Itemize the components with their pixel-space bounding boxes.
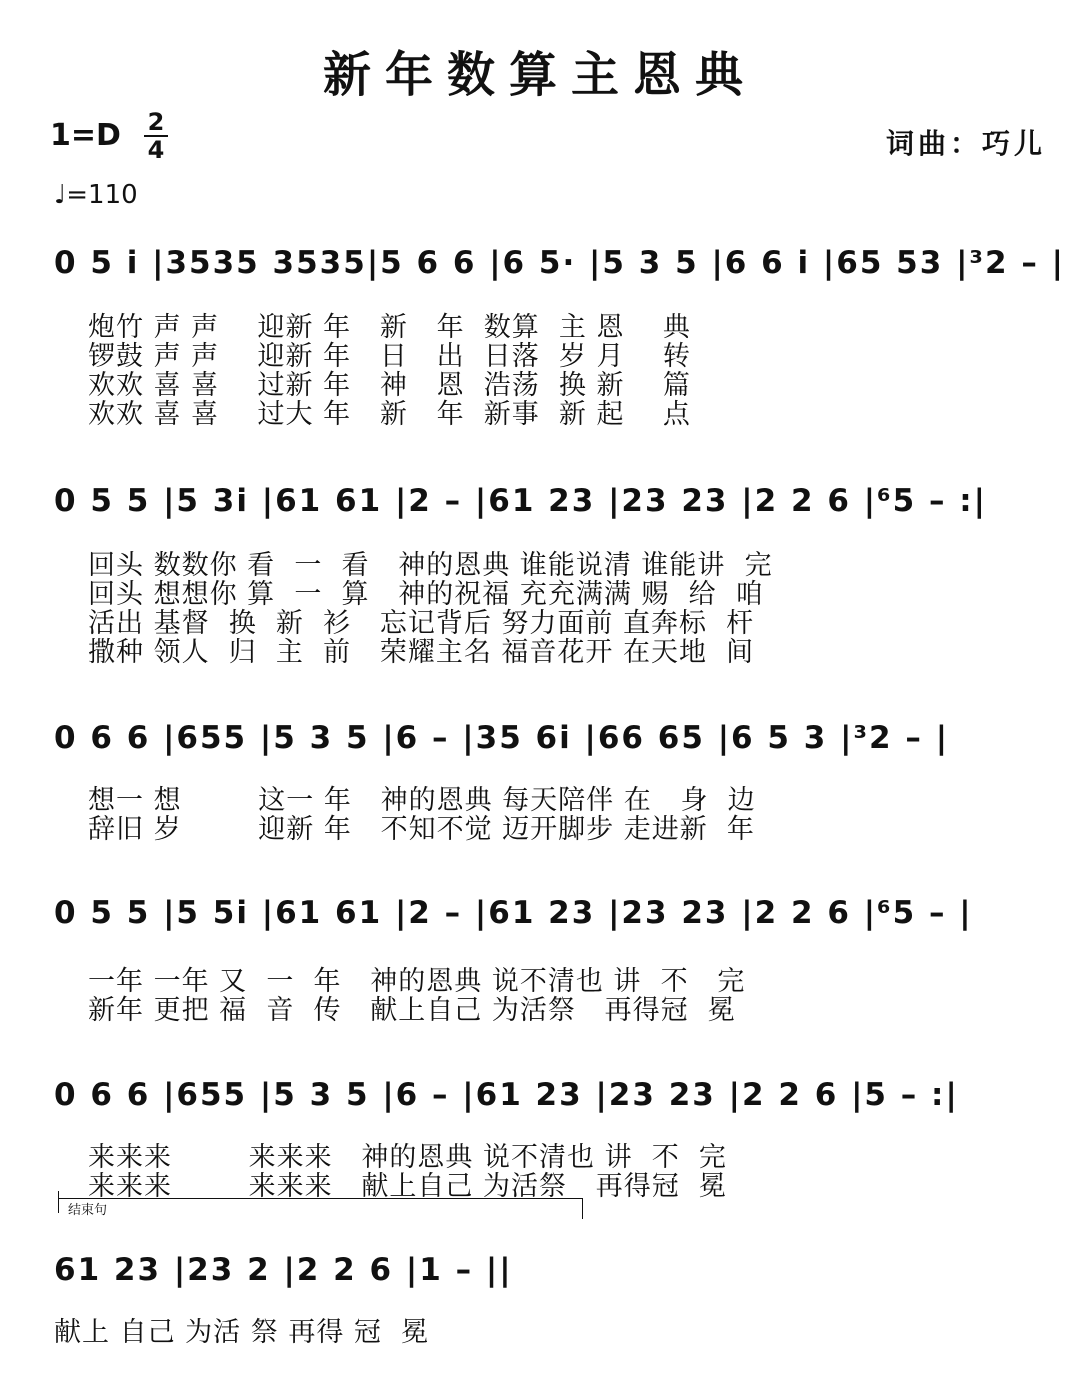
- lyric-verse-2: 新年 更把 福 音 传 献上自己 为活祭 再得冠 冕: [88, 995, 736, 1026]
- lyricist-composer-credit: 词曲：巧儿: [885, 127, 1046, 160]
- meter-bottom: 4: [147, 136, 165, 164]
- notation-line: 0 5 5 |5 3i |61 61 |2 – |61 23 |23 23 |2 2 6 |⁶5 – :|: [54, 483, 987, 519]
- lyric-verse-2: 来来来 来来来 献上自己 为活祭 再得冠 冕: [88, 1171, 727, 1202]
- lyric-verse-1: 回头 数数你 看 一 看 神的恩典 谁能说清 谁能讲 完: [88, 550, 773, 581]
- notation-line: 0 5 i |3535 3535|5 6 6 |6 5· |5 3 5 |6 6 i |65 53 |³2 – |: [54, 245, 1065, 281]
- lyric-verse-1: 想一 想 这一 年 神的恩典 每天陪伴 在 身 边: [88, 785, 756, 816]
- key-signature: 1=D: [50, 118, 121, 153]
- notation-line: 0 5 5 |5 5i |61 61 |2 – |61 23 |23 23 |2 2 6 |⁶5 – |: [54, 895, 973, 931]
- lyric-verse-1: 一年 一年 又 一 年 神的恩典 说不清也 讲 不 完: [88, 966, 746, 997]
- lyric-verse-1: 献上 自己 为活 祭 再得 冠 冕: [54, 1317, 430, 1348]
- lyric-verse-2: 辞旧 岁 迎新 年 不知不觉 迈开脚步 走进新 年: [88, 814, 755, 845]
- time-signature: [144, 110, 168, 162]
- ending-section-label: 结束句: [68, 1203, 108, 1218]
- meter-top: 2: [147, 108, 165, 136]
- notation-line: 0 6 6 |655 |5 3 5 |6 – |35 6i |66 65 |6 5 3 |³2 – |: [54, 720, 950, 756]
- lyric-verse-3: 欢欢 喜 喜 过新 年 神 恩 浩荡 换 新 篇: [88, 370, 691, 401]
- quarter-note-icon: ♩: [54, 180, 67, 210]
- lyric-verse-2: 回头 想想你 算 一 算 神的祝福 充充满满 赐 给 咱: [88, 579, 764, 610]
- lyric-verse-4: 欢欢 喜 喜 过大 年 新 年 新事 新 起 点: [88, 399, 691, 430]
- ending-section-marker: [58, 1198, 583, 1217]
- lyric-verse-1: 炮竹 声 声 迎新 年 新 年 数算 主 恩 典: [88, 312, 691, 343]
- lyric-verse-3: 活出 基督 换 新 衫 忘记背后 努力面前 直奔标 杆: [88, 608, 755, 639]
- notation-line: 61 23 |23 2 |2 2 6 |1 – ||: [54, 1252, 513, 1288]
- notation-line: 0 6 6 |655 |5 3 5 |6 – |61 23 |23 23 |2 2 6 |5 – :|: [54, 1077, 959, 1113]
- tempo-marking: [54, 180, 138, 210]
- song-title: 新年数算主恩典: [322, 47, 757, 103]
- tempo-value: =110: [66, 180, 138, 210]
- lyric-verse-1: 来来来 来来来 神的恩典 说不清也 讲 不 完: [88, 1142, 727, 1173]
- lyric-verse-2: 锣鼓 声 声 迎新 年 日 出 日落 岁 月 转: [88, 341, 691, 372]
- lyric-verse-4: 撒种 领人 归 主 前 荣耀主名 福音花开 在天地 间: [88, 637, 755, 668]
